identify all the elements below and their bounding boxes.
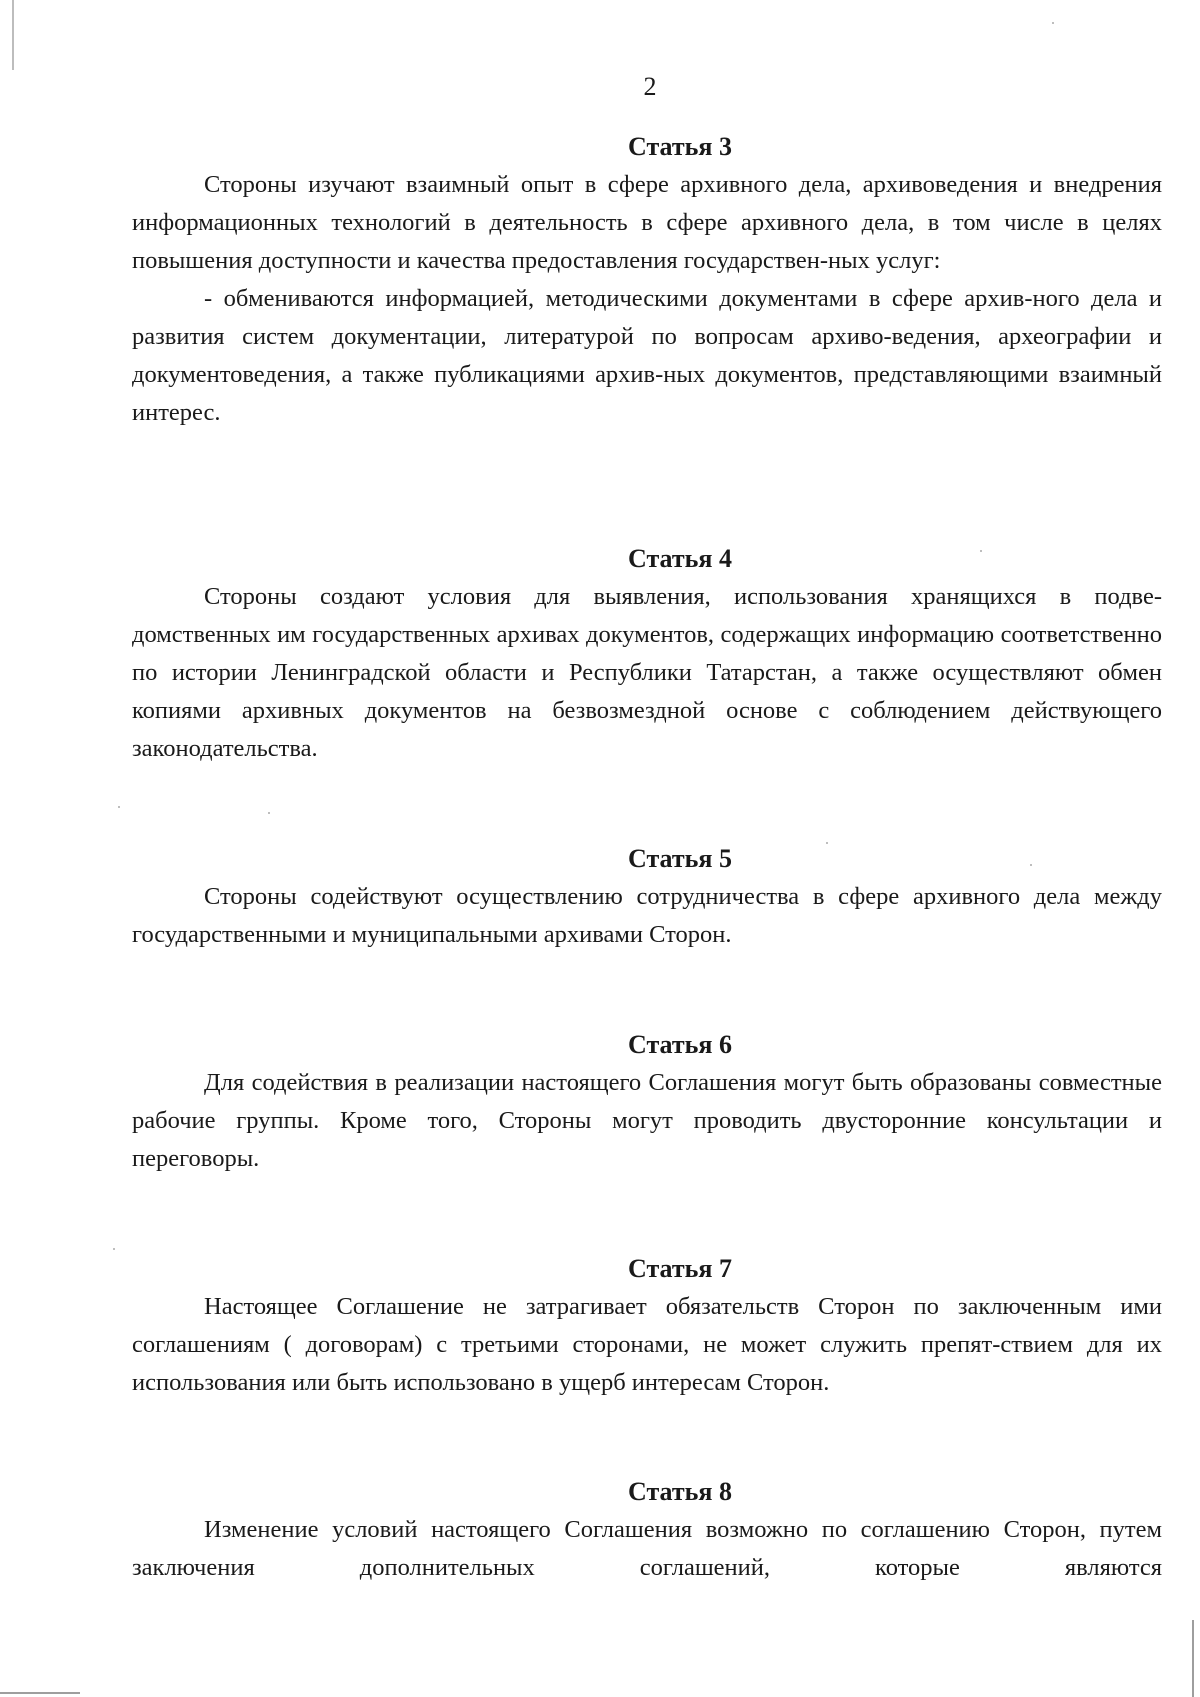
article-title: Статья 8 [628,1477,732,1506]
article-paragraph: Стороны содействуют осуществлению сотрудничества в сфере архивного дела между государственными и муниципальными архивами Сторон. [132,883,1162,948]
scan-edge-left [12,0,14,70]
article-title: Статья 4 [628,544,732,573]
article-paragraph: Стороны создают условия для выявления, использования хранящихся в подве-домственных им государственных архивах документов, содержащих информацию соответственно по истории Ленинградской области и Республики Татарстан, а также осуществляют обмен копиями архивных документов на безвозмездной основе с соблюдением действующего законодательства. [132,583,1162,762]
scan-speck [268,812,270,814]
article-paragraph: Настоящее Соглашение не затрагивает обязательств Сторон по заключенным ими соглашениям ( договорам) с третьими сторонами, не может служить препят-ствием для их использования или быть использовано в ущерб интересам Сторон. [132,1293,1162,1396]
article-8 [132,1473,1162,1587]
article-title: Статья 7 [628,1254,732,1283]
article-paragraph: Для содействия в реализации настоящего Соглашения могут быть образованы совместные рабочие группы. Кроме того, Стороны могут проводить двусторонние консультации и переговоры. [132,1069,1162,1172]
article-title: Статья 5 [628,844,732,873]
scan-speck [980,550,982,552]
article-5 [132,840,1162,954]
article-paragraph: - обмениваются информацией, методическими документами в сфере архив-ного дела и развития систем документации, литературой по вопросам архиво-ведения, археографии и документоведения, а также публикациями архив-ных документов, представляющими взаимный интерес. [132,285,1162,426]
article-title: Статья 6 [628,1030,732,1059]
article-3 [132,128,1162,432]
article-6 [132,1026,1162,1178]
article-4 [132,540,1162,768]
article-paragraph: Изменение условий настоящего Соглашения возможно по соглашению Сторон, путем заключения дополнительных соглашений, которые являются [132,1516,1162,1581]
scan-speck [1030,864,1032,866]
page-number: 2 [643,72,657,101]
scan-edge-right [1192,1620,1194,1697]
scan-speck [1052,22,1054,24]
scan-speck [118,806,120,808]
article-7 [132,1250,1162,1402]
article-paragraph: Стороны изучают взаимный опыт в сфере архивного дела, архивоведения и внедрения информационных технологий в деятельность в сфере архивного дела, в том числе в целях повышения доступности и качества предоставления государствен-ных услуг: [132,171,1162,274]
scan-speck [826,842,828,844]
scan-speck [113,1248,115,1250]
article-title: Статья 3 [628,132,732,161]
scan-edge-bottom [0,1692,80,1694]
